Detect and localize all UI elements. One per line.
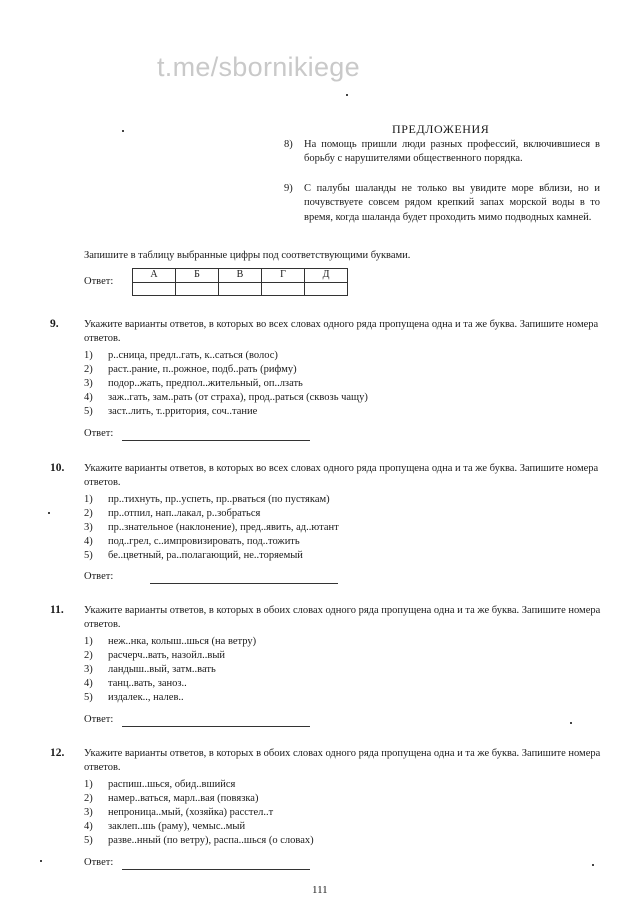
sentence-number: 9) [284, 183, 293, 194]
answer-cell-g[interactable] [262, 269, 305, 295]
answer-label: Ответ: [84, 571, 114, 582]
table-instruction: Запишите в таблицу выбранные цифры под соответствующими буквами. [84, 250, 411, 261]
option: 3) подор..жать, предпол..жительный, оп..лзать [84, 378, 303, 389]
answer-table[interactable] [132, 268, 348, 296]
sentence-text: На помощь пришли люди разных профессий, включившиеся в борьбу с нарушителями общественного порядка. [304, 139, 600, 165]
option: 4) танц..вать, заноз.. [84, 678, 187, 689]
option: 1) распиш..шься, обид..вшийся [84, 779, 236, 790]
option: 5) издалек.., налев.. [84, 692, 184, 703]
option: 4) заклеп..шь (раму), чемыс..мый [84, 821, 246, 832]
option: 2) раст..рание, п..рожное, подб..рать (рифму) [84, 364, 297, 375]
option: 2) расчерч..вать, назойл..вый [84, 650, 226, 661]
task-number: 10. [50, 462, 65, 474]
answer-line[interactable] [122, 725, 310, 727]
scan-speck [570, 722, 572, 724]
option: 4) под..грел, с..импровизировать, под..тожить [84, 536, 300, 547]
task-number: 12. [50, 747, 65, 759]
option: 2) намер..ваться, марл..вая (повязка) [84, 793, 259, 804]
task-text: Укажите варианты ответов, в которых во всех словах одного ряда пропущена одна и та же буква. Запишите номера ответов. [84, 463, 599, 488]
option: 5) бе..цветный, ра..полагающий, не..торяемый [84, 550, 303, 561]
answer-label: Ответ: [84, 857, 114, 868]
cell-letter: Б [194, 269, 200, 280]
sentence-8 [284, 138, 604, 182]
scan-speck [346, 94, 348, 96]
page-number: 111 [312, 884, 328, 896]
sentence-text: С палубы шаланды не только вы увидите море вблизи, но и почувствуете совсем рядом крепкий запах морской воды в то время, когда шаланда будет проходить мимо подводных камней. [304, 183, 600, 223]
option: 5) заст..лить, т..рритория, соч..тание [84, 406, 258, 417]
cell-letter: В [236, 269, 244, 280]
scan-speck [122, 130, 124, 132]
watermark: t.me/sbornikiege [157, 52, 360, 82]
answer-line[interactable] [122, 439, 310, 441]
task-text: Укажите варианты ответов, в которых во всех словах одного ряда пропущена одна и та же буква. Запишите номера ответов. [84, 319, 599, 344]
answer-line[interactable] [122, 868, 310, 870]
task-text: Укажите варианты ответов, в которых в обоих словах одного ряда пропущена одна и та же буква. Запишите номера ответов. [84, 748, 601, 773]
answer-cell-d[interactable] [305, 269, 347, 295]
option: 1) неж..нка, колыш..шься (на ветру) [84, 636, 257, 647]
scan-speck [48, 512, 50, 514]
cell-letter: Д [322, 269, 330, 280]
answer-label: Ответ: [84, 276, 114, 287]
option: 3) ландыш..вый, затм..вать [84, 664, 216, 675]
sentence-9 [284, 182, 604, 242]
option: 1) р..сница, предл..гать, к..саться (волос) [84, 350, 278, 361]
answer-cell-b[interactable] [176, 269, 219, 295]
scan-speck [592, 864, 594, 866]
answer-line[interactable] [150, 582, 338, 584]
option: 5) разве..нный (по ветру), распа..шься (о словах) [84, 835, 314, 846]
answer-label: Ответ: [84, 714, 114, 725]
task-number: 11. [50, 604, 64, 616]
sentence-number: 8) [284, 139, 293, 150]
cell-letter: Г [280, 269, 286, 280]
option: 4) заж..гать, зам..рать (от страха), прод..раться (сквозь чащу) [84, 392, 368, 403]
answer-cell-a[interactable] [133, 269, 176, 295]
scan-speck [40, 860, 42, 862]
section-title: ПРЕДЛОЖЕНИЯ [392, 122, 490, 136]
cell-letter: А [150, 269, 158, 280]
task-text: Укажите варианты ответов, в которых в обоих словах одного ряда пропущена одна и та же буква. Запишите номера ответов. [84, 605, 601, 630]
option: 3) непроница..мый, (хозяйка) расстел..т [84, 807, 274, 818]
task-number: 9. [50, 318, 59, 330]
option: 3) пр..знательное (наклонение), пред..явить, ад..ютант [84, 522, 339, 533]
option: 2) пр..отпил, нап..лакал, р..зобраться [84, 508, 261, 519]
answer-label: Ответ: [84, 428, 114, 439]
option: 1) пр..тихнуть, пр..успеть, пр..рваться (по пустякам) [84, 494, 330, 505]
answer-cell-v[interactable] [219, 269, 262, 295]
